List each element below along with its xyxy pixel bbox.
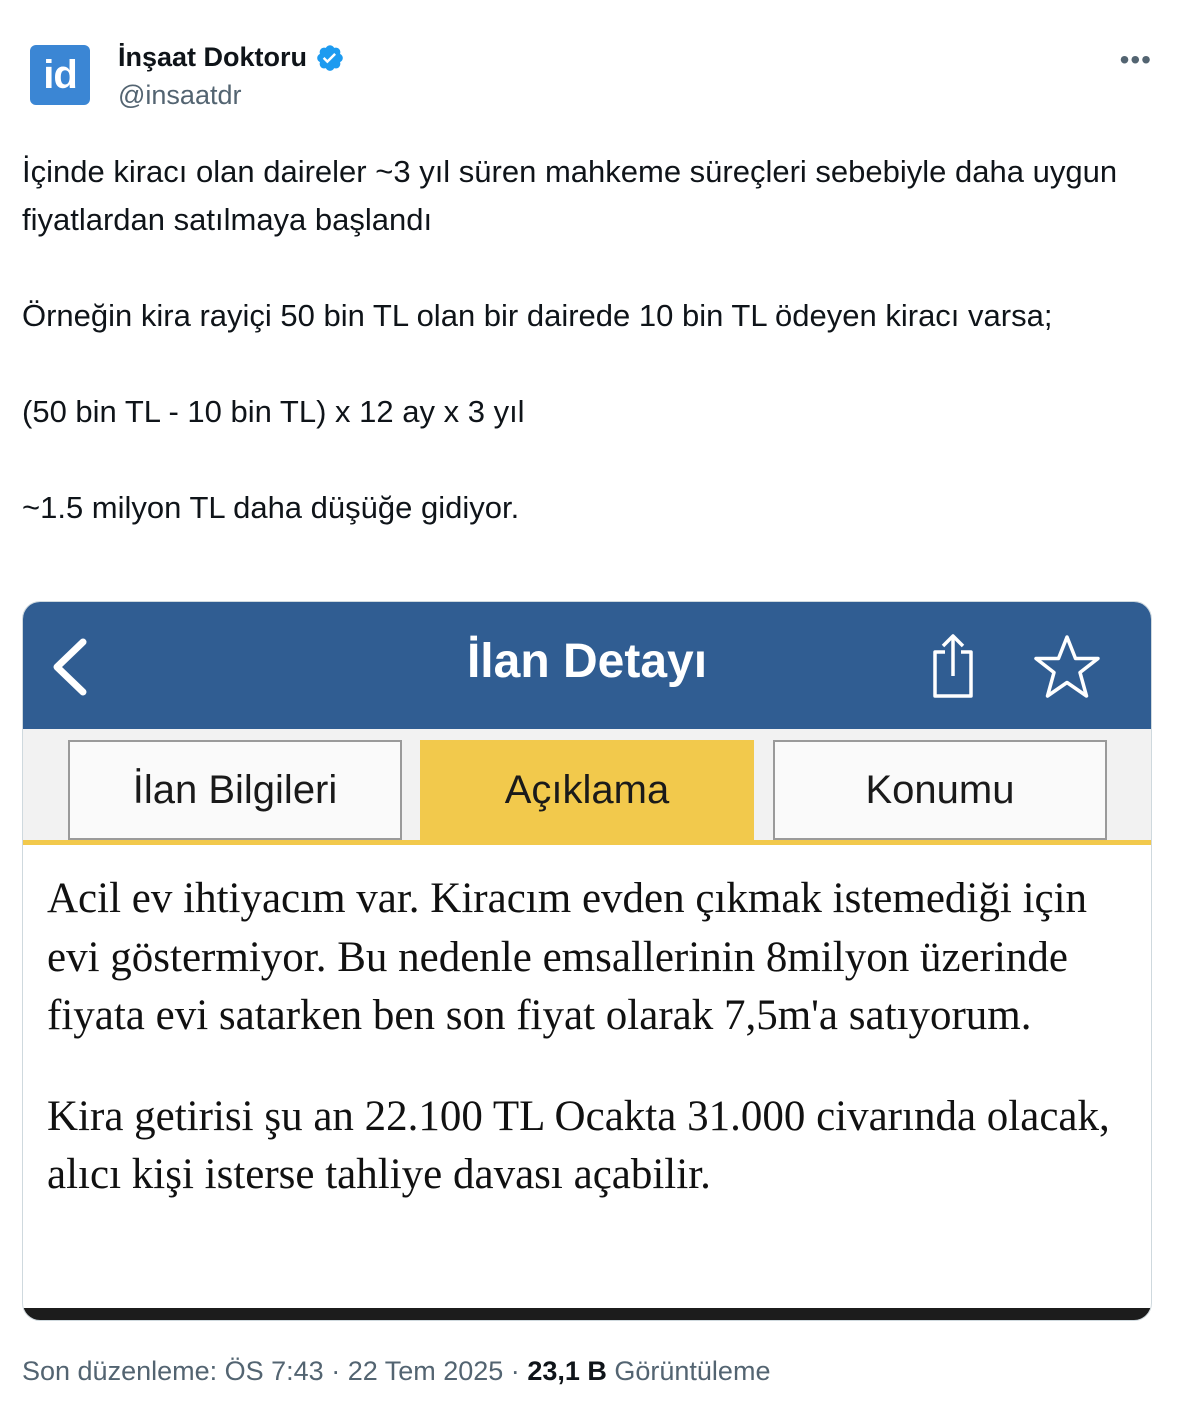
tab-konumu: Konumu [773,740,1107,840]
views-label: Görüntüleme [606,1356,771,1386]
more-options-icon[interactable]: ••• [1119,44,1152,75]
description-paragraph: Kira getirisi şu an 22.100 TL Ocakta 31.000 civarında olacak, alıcı kişi isterse tahliye davası açabilir. [47,1092,1110,1198]
tab-ilan-bilgileri: İlan Bilgileri [68,740,402,840]
verified-badge-icon [315,43,345,73]
edited-timestamp[interactable]: Son düzenleme: ÖS 7:43 · 22 Tem 2025 · [22,1356,528,1386]
tweet-paragraph: İçinde kiracı olan daireler ~3 yıl süren mahkeme süreçleri sebebiyle daha uygun fiyatlardan satılmaya başlandı [22,154,1118,237]
views-count: 23,1 B [527,1356,607,1386]
listing-description [47,870,1132,1205]
tweet-meta [22,1356,770,1387]
card-bottom-bar [23,1308,1151,1320]
tweet-paragraph: ~1.5 milyon TL daha düşüğe gidiyor. [22,490,520,525]
share-icon [929,632,977,702]
tweet-header [30,40,1160,120]
avatar[interactable]: id [30,45,90,105]
tweet-text [22,148,1162,532]
tweet-paragraph: Örneğin kira rayiçi 50 bin TL olan bir dairede 10 bin TL ödeyen kiracı varsa; [22,298,1053,333]
author-name-row [118,42,345,73]
media-card[interactable] [22,601,1152,1321]
tab-aciklama: Açıklama [420,740,754,840]
author-name[interactable]: İnşaat Doktoru [118,42,308,72]
star-icon [1033,634,1101,700]
description-paragraph: Acil ev ihtiyacım var. Kiracım evden çıkmak istemediği için evi göstermiyor. Bu nedenle emsallerinin 8milyon üzerinde fiyata evi satarken ben son fiyat olarak 7,5m'a satıyorum. [47,875,1088,1039]
tab-underline [23,840,1151,845]
app-bar [23,602,1151,729]
author-handle[interactable]: @insaatdr [118,80,242,110]
tweet-paragraph: (50 bin TL - 10 bin TL) x 12 ay x 3 yıl [22,394,525,429]
app-title: İlan Detayı [466,635,708,688]
